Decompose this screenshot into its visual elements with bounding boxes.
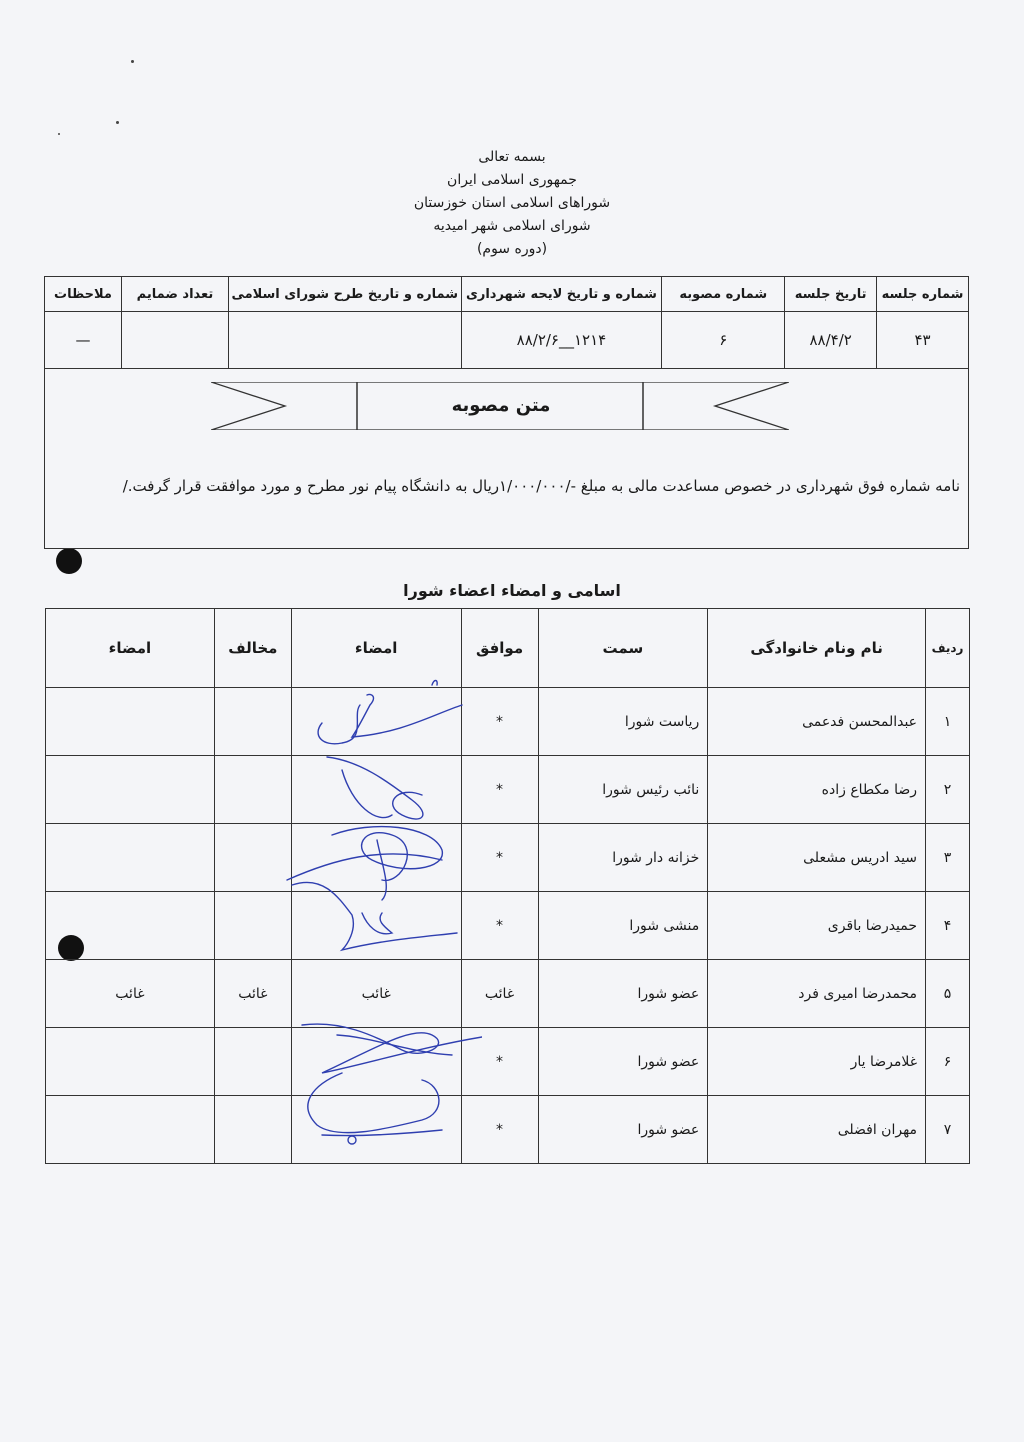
table-row: [46, 824, 970, 892]
punch-hole-top: [56, 548, 82, 574]
oppose-signature-cell: [46, 756, 215, 824]
table-row: [46, 960, 970, 1028]
oppose-cell: [214, 756, 291, 824]
header-signature-oppose: امضاء: [46, 609, 215, 688]
agree-mark: *: [461, 1096, 538, 1164]
oppose-cell: [214, 892, 291, 960]
row-number: ۷: [926, 1096, 970, 1164]
attachments-count: [122, 312, 229, 369]
member-name: عبدالمحسن فدعمی: [708, 688, 926, 756]
signature-cell: [291, 892, 461, 960]
table-row: [46, 756, 970, 824]
row-number: ۴: [926, 892, 970, 960]
resolution-text: نامه شماره فوق شهرداری در خصوص مساعدت مالی به مبلغ -/۱/۰۰۰/۰۰۰ریال به دانشگاه پیام نور مطرح و مورد موافقت قرار گرفت./: [122, 477, 960, 495]
municipality-bill: ۱۲۱۴__۸۸/۲/۶: [461, 312, 662, 369]
agree-mark: غائب: [461, 960, 538, 1028]
session-info-table: [44, 276, 969, 369]
table-row: [46, 892, 970, 960]
agree-mark: *: [461, 824, 538, 892]
remarks: —: [45, 312, 122, 369]
member-name: محمدرضا امیری فرد: [708, 960, 926, 1028]
country-name: جمهوری اسلامی ایران: [447, 172, 577, 188]
header-municipality-bill: شماره و تاریخ لایحه شهرداری: [461, 277, 662, 312]
row-number: ۲: [926, 756, 970, 824]
header-resolution-number: شماره مصوبه: [662, 277, 785, 312]
resolution-title: متن مصوبه: [451, 395, 551, 416]
table-row: [46, 1096, 970, 1164]
invocation: بسمه تعالی: [478, 149, 546, 165]
member-name: سید ادریس مشعلی: [708, 824, 926, 892]
header-agree: موافق: [461, 609, 538, 688]
signature-cell: غائب: [291, 960, 461, 1028]
signature-cell: [291, 1028, 461, 1096]
city-council: شورای اسلامی شهر امیدیه: [433, 218, 591, 234]
oppose-cell: غائب: [214, 960, 291, 1028]
session-info-value-row: [45, 312, 969, 369]
agree-mark: *: [461, 688, 538, 756]
header-oppose: مخالف: [214, 609, 291, 688]
oppose-signature-cell: غائب: [46, 960, 215, 1028]
scan-speck: [131, 60, 134, 63]
letterhead: [0, 146, 1024, 261]
member-position: عضو شورا: [538, 1028, 708, 1096]
province-councils: شوراهای اسلامی استان خوزستان: [413, 195, 611, 211]
signature-cell: [291, 688, 461, 756]
session-number: ۴۳: [877, 312, 969, 369]
member-position: عضو شورا: [538, 1096, 708, 1164]
oppose-signature-cell: [46, 1028, 215, 1096]
header-session-date: تاریخ جلسه: [785, 277, 877, 312]
row-number: ۳: [926, 824, 970, 892]
header-row-number: ردیف: [926, 609, 970, 688]
header-signature: امضاء: [291, 609, 461, 688]
members-title: اسامی و امضاء اعضاء شورا: [403, 581, 621, 600]
member-name: غلامرضا یار: [708, 1028, 926, 1096]
header-session-number: شماره جلسه: [877, 277, 969, 312]
member-position: ریاست شورا: [538, 688, 708, 756]
signature-cell: [291, 756, 461, 824]
header-attachments-count: تعداد ضمایم: [122, 277, 229, 312]
header-council-plan: شماره و تاریخ طرح شورای اسلامی: [228, 277, 461, 312]
oppose-cell: [214, 688, 291, 756]
scan-speck: [116, 121, 119, 124]
member-name: مهران افضلی: [708, 1096, 926, 1164]
table-row: [46, 688, 970, 756]
member-position: منشی شورا: [538, 892, 708, 960]
member-name: رضا مکطاع زاده: [708, 756, 926, 824]
row-number: ۶: [926, 1028, 970, 1096]
member-position: نائب رئیس شورا: [538, 756, 708, 824]
row-number: ۵: [926, 960, 970, 1028]
oppose-cell: [214, 1028, 291, 1096]
oppose-signature-cell: [46, 892, 215, 960]
header-position: سمت: [538, 609, 708, 688]
members-header-row: [46, 609, 970, 688]
oppose-cell: [214, 824, 291, 892]
resolution-box: [44, 365, 969, 549]
table-row: [46, 1028, 970, 1096]
oppose-cell: [214, 1096, 291, 1164]
agree-mark: *: [461, 1028, 538, 1096]
signature-cell: [291, 824, 461, 892]
council-term: (دوره سوم): [476, 241, 548, 257]
session-date: ۸۸/۴/۲: [785, 312, 877, 369]
scan-speck: [58, 133, 60, 135]
agree-mark: *: [461, 756, 538, 824]
resolution-number: ۶: [662, 312, 785, 369]
header-full-name: نام ونام خانوادگی: [708, 609, 926, 688]
oppose-signature-cell: [46, 688, 215, 756]
row-number: ۱: [926, 688, 970, 756]
member-position: عضو شورا: [538, 960, 708, 1028]
header-remarks: ملاحظات: [45, 277, 122, 312]
member-position: خزانه دار شورا: [538, 824, 708, 892]
council-plan: [228, 312, 461, 369]
oppose-signature-cell: [46, 1096, 215, 1164]
members-table: [45, 608, 970, 1164]
session-info-header-row: [45, 277, 969, 312]
agree-mark: *: [461, 892, 538, 960]
signature-cell: [291, 1096, 461, 1164]
member-name: حمیدرضا باقری: [708, 892, 926, 960]
oppose-signature-cell: [46, 824, 215, 892]
